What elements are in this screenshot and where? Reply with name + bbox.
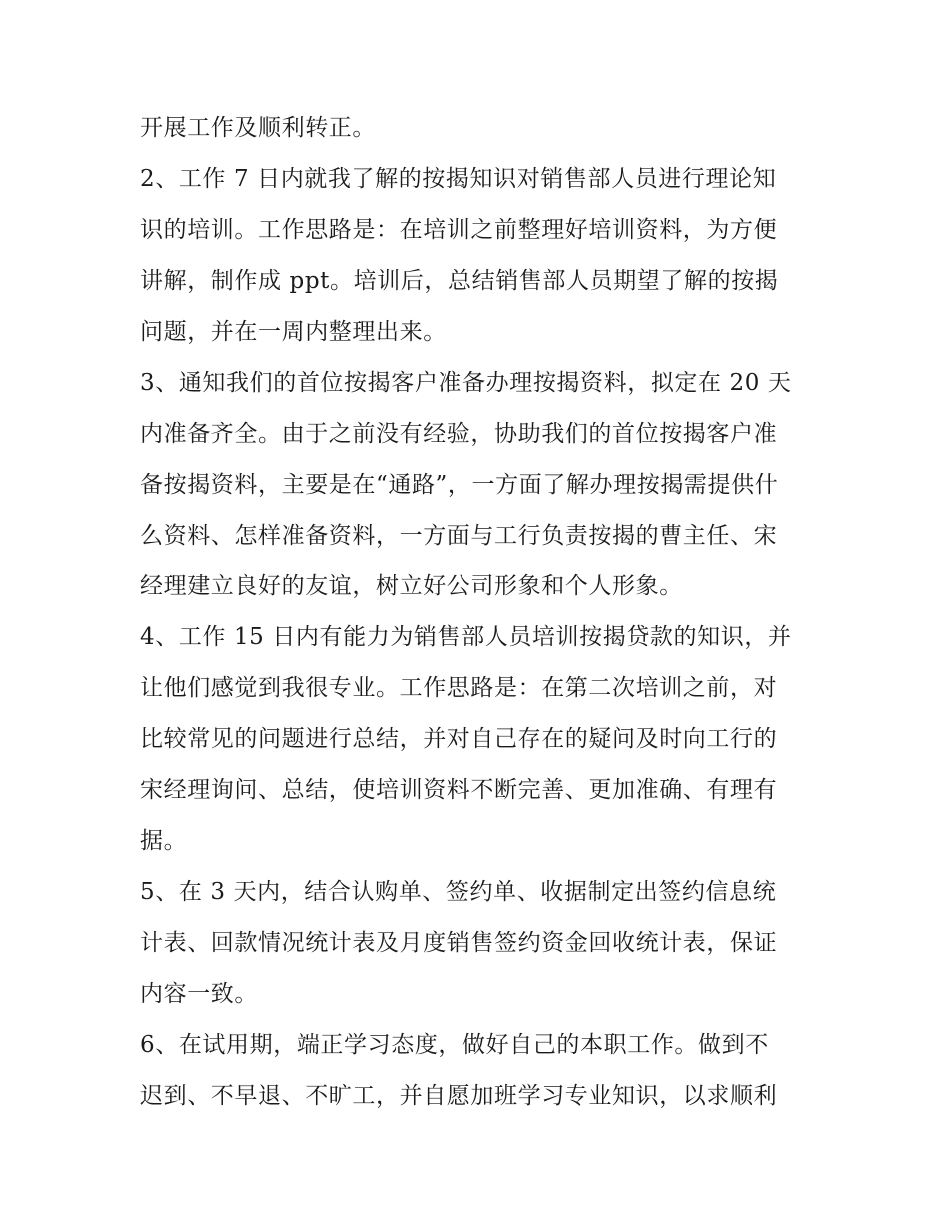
text-line: 2、工作 7 日内就我了解的按揭知识对销售部人员进行理论知 [140,166,777,192]
text-line: 么资料、怎样准备资料，一方面与工行负责按揭的曹主任、宋 [140,523,778,549]
text-line: 计表、回款情况统计表及月度销售签约资金回收统计表，保证 [140,930,778,956]
text-line: 据。 [140,828,188,854]
text-line: 6、在试用期，端正学习态度，做好自己的本职工作。做到不 [140,1032,769,1058]
text-line: 开展工作及顺利转正。 [140,115,376,141]
text-line: 比较常见的问题进行总结，并对自己存在的疑问及时向工行的 [140,726,778,752]
text-line: 5、在 3 天内，结合认购单、签约单、收据制定出签约信息统 [140,879,777,905]
text-line: 问题，并在一周内整理出来。 [140,319,447,345]
text-line: 4、工作 15 日内有能力为销售部人员培训按揭贷款的知识，并 [140,624,792,650]
text-line: 宋经理询问、总结，使培训资料不断完善、更加准确、有理有 [140,777,778,803]
text-line: 讲解，制作成 ppt。培训后，总结销售部人员期望了解的按揭 [140,268,779,294]
text-line: 3、通知我们的首位按揭客户准备办理按揭资料，拟定在 20 天 [140,370,792,396]
text-line: 迟到、不早退、不旷工，并自愿加班学习专业知识，以求顺利 [140,1083,778,1109]
text-line: 内准备齐全。由于之前没有经验，协助我们的首位按揭客户准 [140,421,778,447]
text-line: 让他们感觉到我很专业。工作思路是：在第二次培训之前，对 [140,675,778,701]
text-line: 识的培训。工作思路是：在培训之前整理好培训资料，为方便 [140,217,778,243]
text-line: 经理建立良好的友谊，树立好公司形象和个人形象。 [140,573,683,599]
text-line: 备按揭资料，主要是在“通路”，一方面了解办理按揭需提供什 [140,472,779,498]
text-line: 内容一致。 [140,981,258,1007]
